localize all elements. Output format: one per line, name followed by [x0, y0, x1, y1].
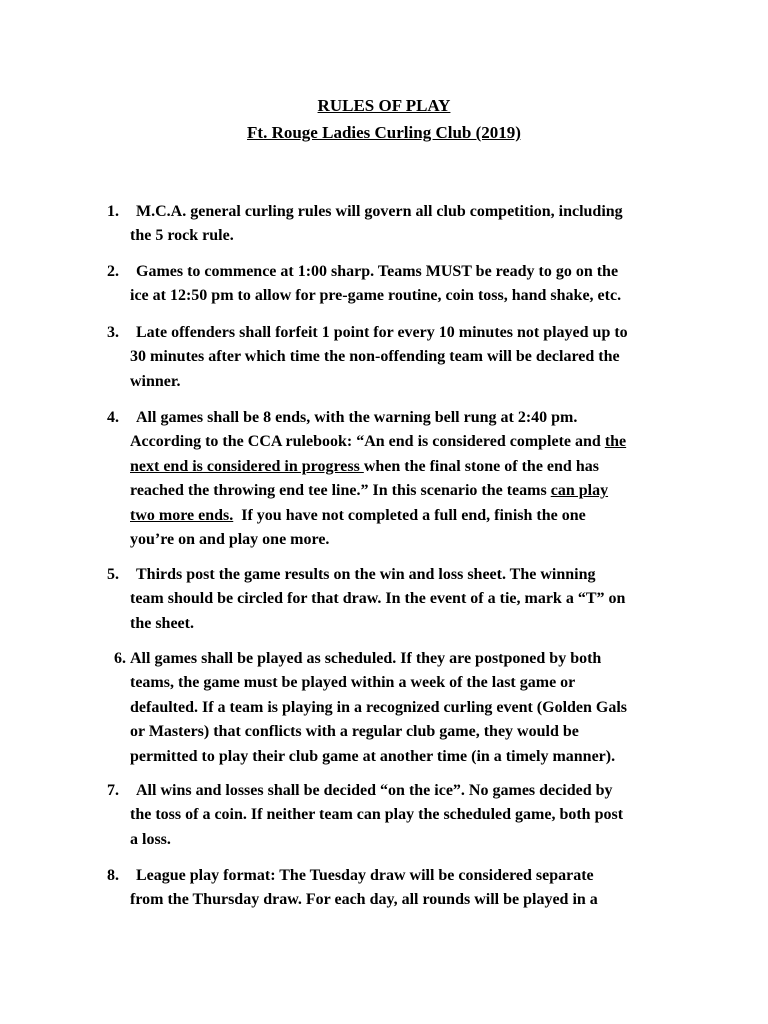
rule-number: 5. — [107, 566, 119, 583]
rule-text — [114, 647, 694, 769]
rule-line: permitted to play their club game at another time (in a timely manner). — [130, 747, 616, 765]
rule-line: All wins and losses shall be decided “on the ice”. No games decided by — [136, 782, 613, 799]
rule-number: 4. — [107, 409, 119, 426]
rule-line: Thirds post the game results on the win and loss sheet. The winning — [136, 566, 596, 583]
rule-number: 3. — [107, 324, 119, 341]
rule-item-3 — [107, 321, 687, 394]
rule-number: 6. — [114, 650, 126, 667]
rule-number: 2. — [107, 263, 119, 280]
rule-line: 30 minutes after which time the non-offending team will be declared the — [130, 348, 620, 366]
rule-line: the toss of a coin. If neither team can play the scheduled game, both post — [130, 806, 624, 824]
rule-line-segment: If you have not completed a full end, finish the one — [233, 506, 586, 524]
rule-line: the 5 rock rule. — [130, 227, 234, 245]
rule-line: Games to commence at 1:00 sharp. Teams MUST be ready to go on the — [136, 263, 619, 280]
rule-item-4 — [107, 406, 687, 552]
rule-line: All games shall be played as scheduled. If they are postponed by both — [130, 650, 602, 667]
rule-number: 1. — [107, 203, 119, 220]
rule-line — [130, 479, 687, 503]
rule-item-8 — [107, 864, 687, 913]
rule-text — [107, 779, 687, 852]
rule-line: or Masters) that conflicts with a regular club game, they would be — [130, 723, 579, 741]
rule-text — [107, 864, 687, 913]
rule-line: from the Thursday draw. For each day, all rounds will be played in a — [130, 891, 598, 909]
rule-text — [107, 563, 687, 636]
rule-line: you’re on and play one more. — [130, 531, 330, 549]
document-title: RULES OF PLAY — [317, 96, 451, 115]
rule-line: teams, the game must be played within a week of the last game or — [130, 674, 576, 692]
rule-line: ice at 12:50 pm to allow for pre-game routine, coin toss, hand shake, etc. — [130, 287, 622, 305]
rule-text — [107, 321, 687, 394]
rule-line: All games shall be 8 ends, with the warning bell rung at 2:40 pm. — [136, 409, 578, 426]
rule-text — [107, 406, 687, 552]
rule-line: League play format: The Tuesday draw will be considered separate — [136, 867, 594, 884]
rule-item-5 — [107, 563, 687, 636]
rule-line — [130, 455, 687, 479]
underlined-text: can play — [550, 482, 609, 500]
rule-line-segment: when the final stone of the end has — [363, 457, 599, 475]
rule-line-segment: reached the throwing end tee line.” In this scenario the teams — [130, 482, 551, 500]
rule-line: Late offenders shall forfeit 1 point for every 10 minutes not played up to — [136, 324, 628, 341]
rule-line — [130, 504, 687, 528]
underlined-text: the — [604, 433, 627, 451]
rule-line — [130, 430, 687, 454]
rule-line: the sheet. — [130, 614, 194, 632]
rule-line: a loss. — [130, 830, 171, 848]
rule-line: team should be circled for that draw. In the event of a tie, mark a “T” on — [130, 590, 626, 608]
rule-item-6 — [114, 647, 694, 769]
rule-line: defaulted. If a team is playing in a recognized curling event (Golden Gals — [130, 698, 628, 716]
rule-item-2 — [107, 260, 687, 309]
underlined-text: two more ends. — [130, 506, 234, 524]
document-subtitle: Ft. Rouge Ladies Curling Club (2019) — [247, 123, 521, 142]
rule-number: 8. — [107, 867, 119, 884]
rule-item-1 — [107, 200, 687, 249]
underlined-text: next end is considered in progress — [130, 457, 364, 475]
rule-line: winner. — [130, 372, 181, 390]
rule-line: M.C.A. general curling rules will govern all club competition, including — [136, 203, 623, 220]
rule-text — [107, 260, 687, 309]
rule-line-segment: According to the CCA rulebook: “An end is considered complete and — [130, 433, 605, 451]
rule-item-7 — [107, 779, 687, 852]
rule-number: 7. — [107, 782, 119, 799]
rule-text — [107, 200, 687, 249]
